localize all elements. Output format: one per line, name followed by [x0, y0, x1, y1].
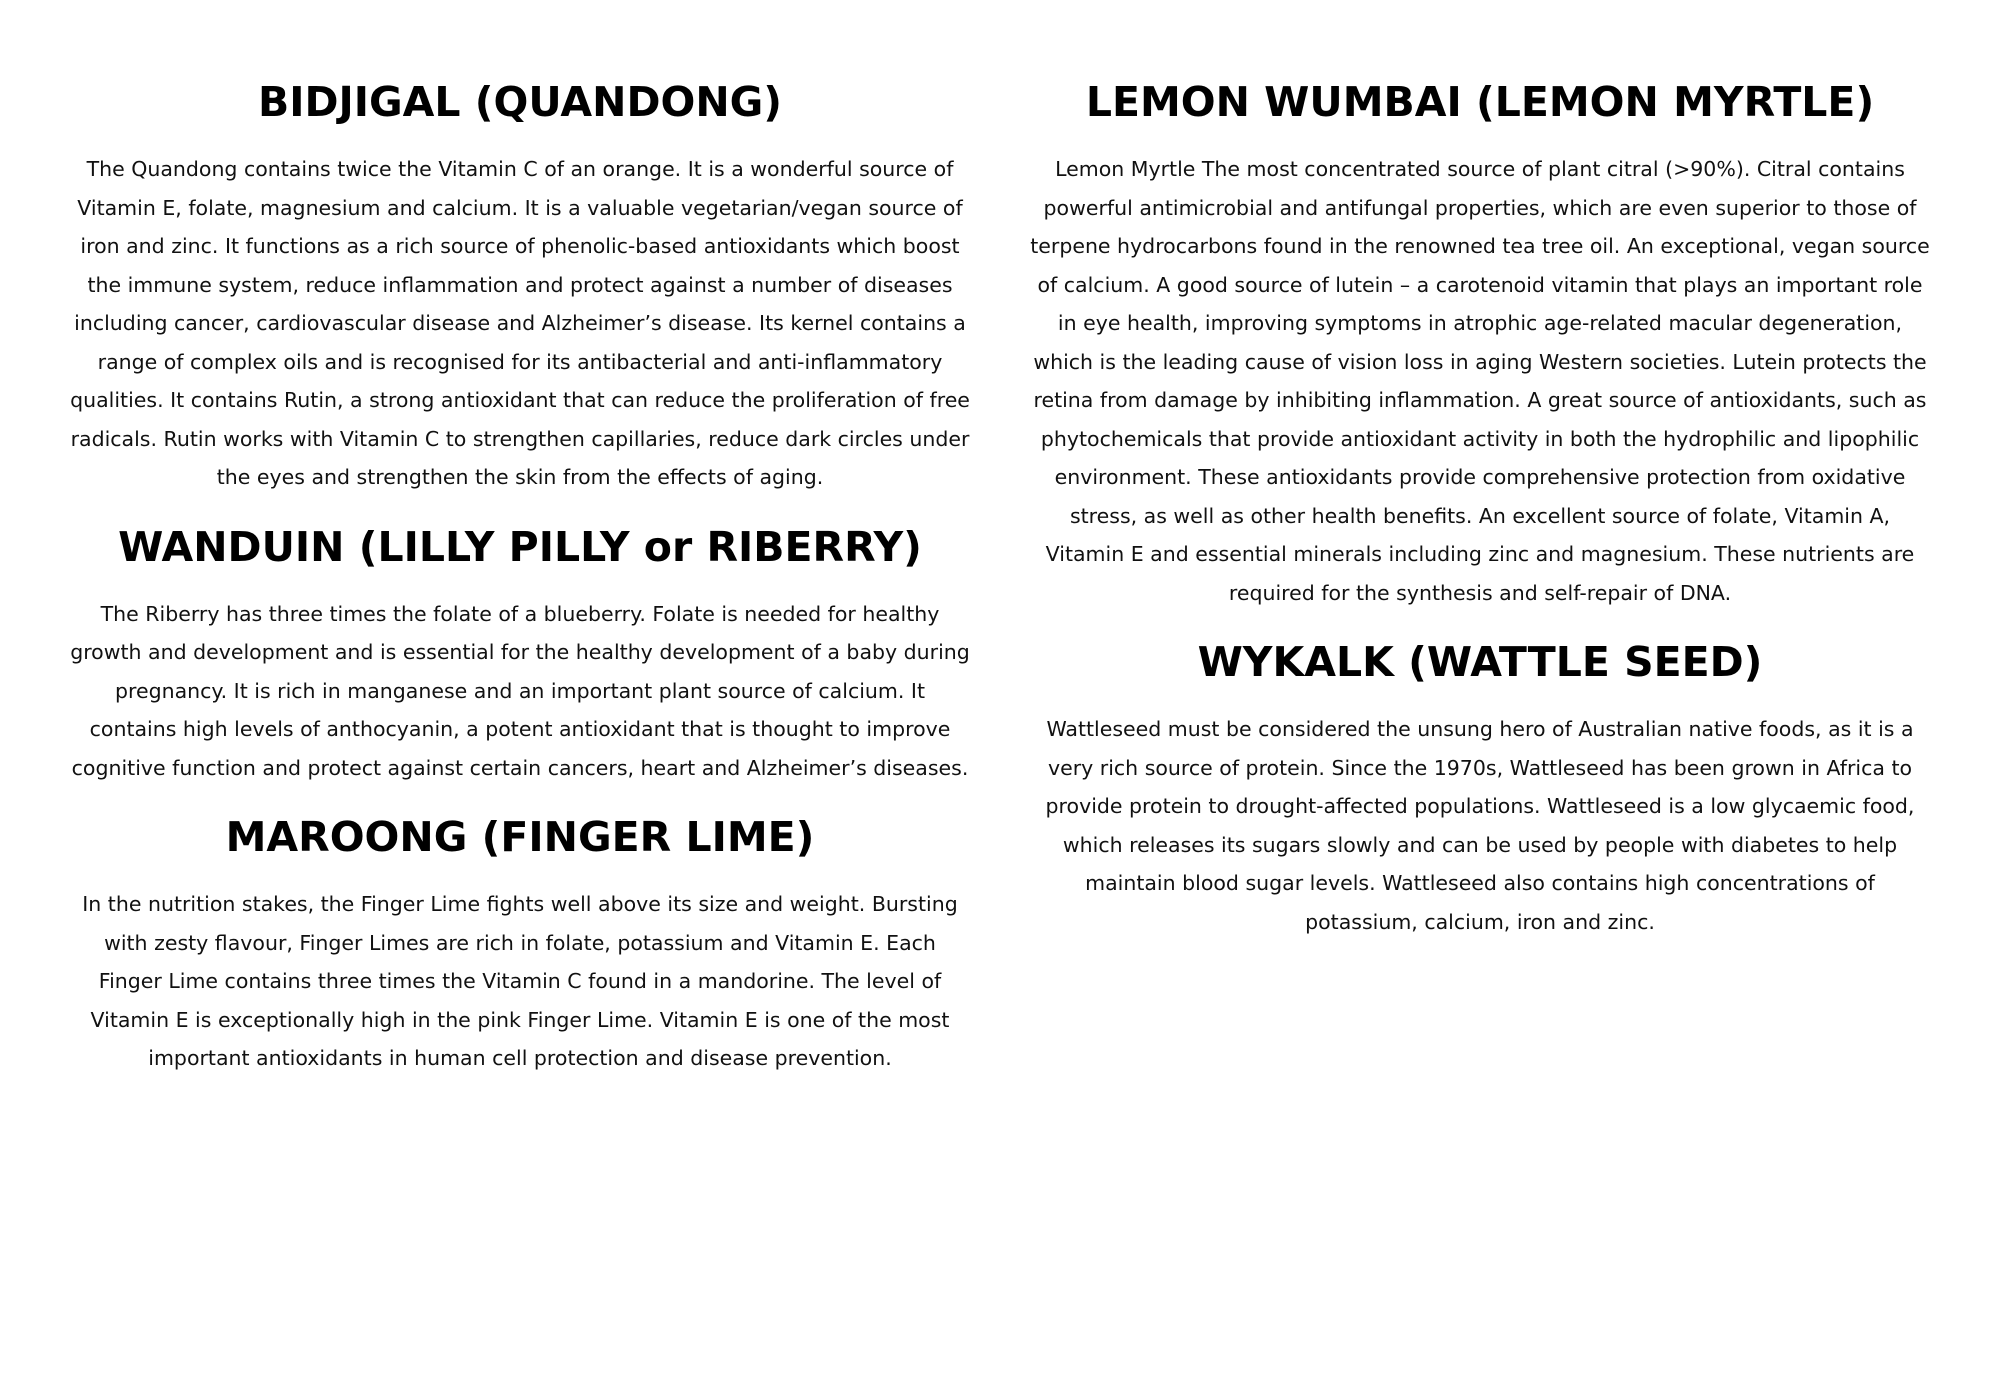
section-title: LEMON WUMBAI (LEMON MYRTLE) [1085, 78, 1875, 126]
right-column [1030, 72, 1930, 961]
section-wanduin [70, 517, 970, 788]
section-body: Lemon Myrtle The most concentrated source of plant citral (>90%). Citral contains powerful antimicrobial and antifungal properties, which are even superior to those of terpene hydrocarbons found in the renowned tea tree oil. An exceptional, vegan source of calcium. A good source of lutein – a carotenoid vitamin that plays an important role in eye health, improving symptoms in atrophic age-related macular degeneration, which is the leading cause of vision loss in aging Western societies. Lutein protects the retina from damage by inhibiting inflammation. A great source of antioxidants, such as phytochemicals that provide antioxidant activity in both the hydrophilic and lipophilic environment. These antioxidants provide comprehensive protection from oxidative stress, as well as other health benefits. An excellent source of folate, Vitamin A, Vitamin E and essential minerals including zinc and magnesium. These nutrients are required for the synthesis and self-repair of DNA. [1030, 157, 1930, 605]
section-title: WANDUIN (LILLY PILLY or RIBERRY) [118, 522, 922, 571]
section-body: Wattleseed must be considered the unsung hero of Australian native foods, as it is a very rich source of protein. Since the 1970s, Wattleseed has been grown in Africa to provide protein to drought-affected populations. Wattleseed is a low glycaemic food, which releases its sugars slowly and can be used by people with diabetes to help maintain blood sugar levels. Wattleseed also contains high concentrations of potassium, calcium, iron and zinc. [1045, 717, 1915, 934]
section-bidjigal [70, 72, 970, 497]
section-lemon-wumbai [1030, 72, 1930, 612]
section-wykalk [1030, 632, 1930, 941]
left-column [70, 72, 970, 1098]
section-body: The Quandong contains twice the Vitamin C of an orange. It is a wonderful source of Vitamin E, folate, magnesium and calcium. It is a valuable vegetarian/vegan source of iron and zinc. It functions as a rich source of phenolic-based antioxidants which boost the immune system, reduce inflammation and protect against a number of diseases including cancer, cardiovascular disease and Alzheimer’s disease. Its kernel contains a range of complex oils and is recognised for its antibacterial and anti-inflammatory qualities. It contains Rutin, a strong antioxidant that can reduce the proliferation of free radicals. Rutin works with Vitamin C to strengthen capillaries, reduce dark circles under the eyes and strengthen the skin from the effects of aging. [70, 157, 970, 489]
section-title: MAROONG (FINGER LIME) [225, 813, 815, 861]
section-body: In the nutrition stakes, the Finger Lime fights well above its size and weight. Bursting with zesty flavour, Finger Limes are rich in folate, potassium and Vitamin E. Each Finger Lime contains three times the Vitamin C found in a mandorine. The level of Vitamin E is exceptionally high in the pink Finger Lime. Vitamin E is one of the most important antioxidants in human cell protection and disease prevention. [82, 892, 958, 1070]
section-title: WYKALK (WATTLE SEED) [1197, 638, 1763, 686]
section-body: The Riberry has three times the folate of a blueberry. Folate is needed for healthy growth and development and is essential for the healthy development of a baby during pregnancy. It is rich in manganese and an important plant source of calcium. It contains high levels of anthocyanin, a potent antioxidant that is thought to improve cognitive function and protect against certain cancers, heart and Alzheimer’s diseases. [70, 601, 970, 780]
section-maroong [70, 807, 970, 1078]
section-title: BIDJIGAL (QUANDONG) [257, 78, 783, 126]
